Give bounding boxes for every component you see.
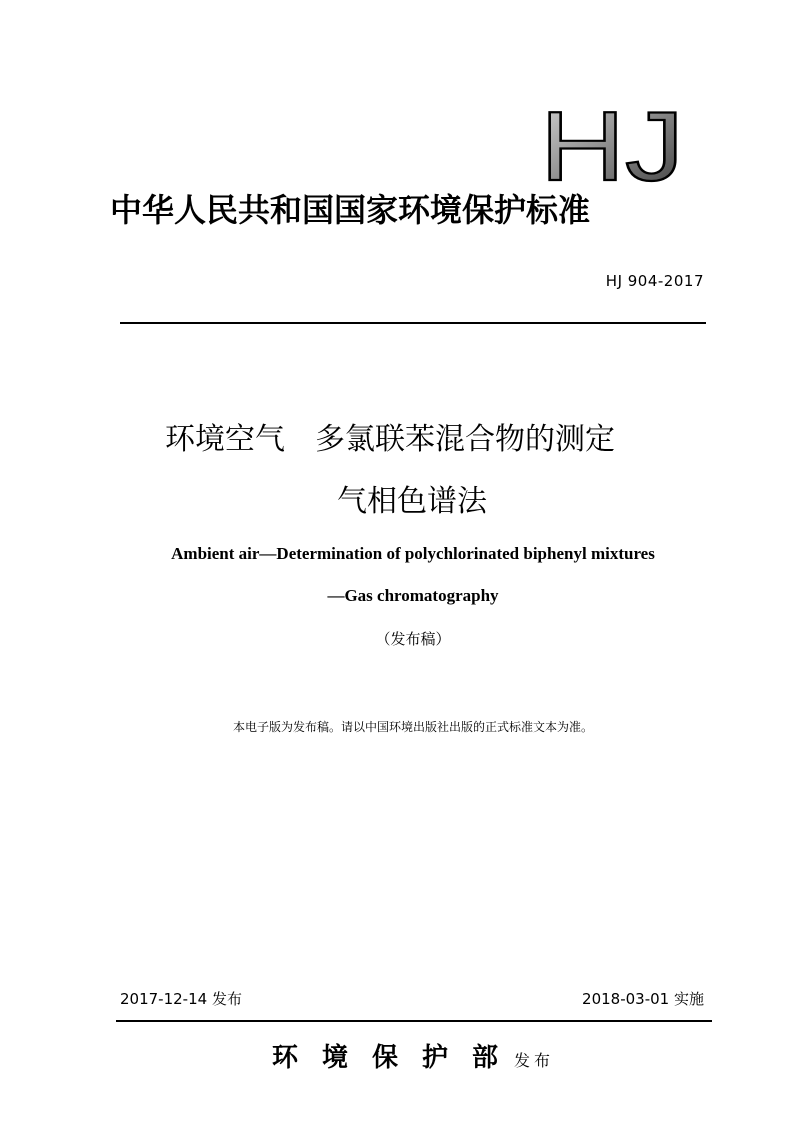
issue-date: 2017-12-14 发布: [120, 990, 242, 1008]
electronic-version-notice: 本电子版为发布稿。请以中国环境出版社出版的正式标准文本为准。: [232, 720, 593, 734]
bottom-divider: [116, 1020, 712, 1022]
title-en-line2: —Gas chromatography: [327, 586, 499, 605]
logo-letters: HJ: [540, 100, 684, 188]
title-cn-line1: 环境空气 多氯联苯混合物的测定: [165, 422, 615, 457]
issuer-line: [0, 1040, 800, 1080]
issuer-suffix: 发布: [514, 1051, 555, 1070]
issuer-name: 环境保护部: [271, 1043, 522, 1073]
implementation-date: 2018-03-01 实施: [582, 990, 704, 1008]
organization-title: 中华人民共和国国家环境保护标准: [110, 191, 591, 229]
hj-logo: [538, 100, 688, 188]
standard-number: HJ 904-2017: [605, 272, 704, 290]
title-cn-line2: 气相色谱法: [337, 484, 487, 519]
hj-logo-graphic: [538, 100, 688, 188]
draft-label: （发布稿）: [375, 630, 451, 648]
title-en-line1: Ambient air—Determination of polychlorinated biphenyl mixtures: [171, 544, 655, 563]
top-divider: [120, 322, 706, 324]
